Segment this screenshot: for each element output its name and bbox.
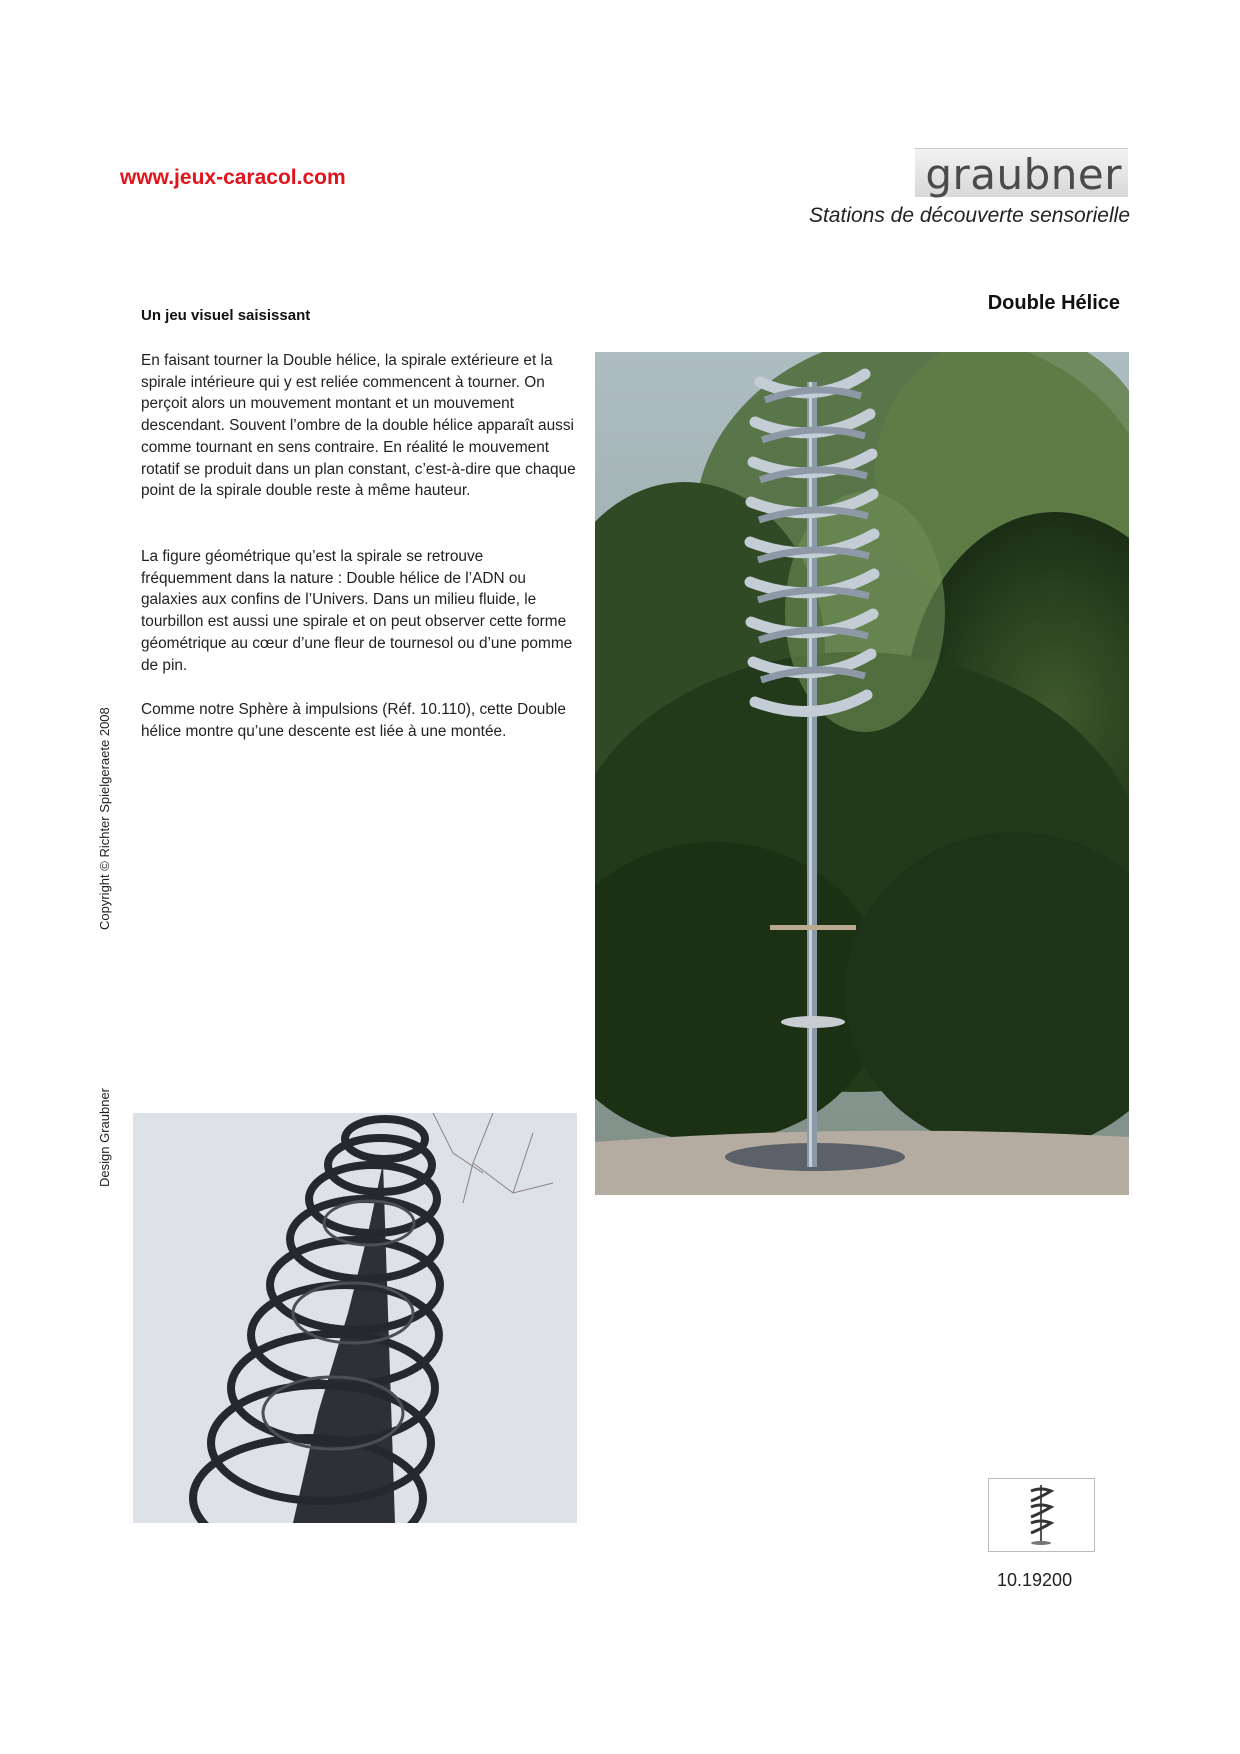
section-heading: Un jeu visuel saisissant bbox=[141, 307, 311, 324]
design-credit: Design Graubner bbox=[97, 1088, 112, 1187]
product-title: Double Hélice bbox=[987, 292, 1120, 314]
brand-subtitle: Stations de découverte sensorielle bbox=[808, 204, 1130, 227]
description-paragraph-2: La figure géométrique qu’est la spirale se retrouve fréquemment dans la nature : Double hélice de l’ADN ou galaxies aux confins de l’Univers. Dans un milieu fluide, le tourbillon est aussi une spirale et on peut observer cette forme géométrique au cœur d’une fleur de tournesol ou d’une pomme de pin. bbox=[141, 548, 573, 674]
reference-number: 10.19200 bbox=[997, 1570, 1073, 1590]
brand-logo bbox=[915, 148, 1128, 197]
copyright-note: Copyright © Richter Spielgeraete 2008 bbox=[97, 707, 112, 930]
sculpture-photo-park bbox=[595, 352, 1129, 1195]
description-paragraph-3: Comme notre Sphère à impulsions (Réf. 10.110), cette Double hélice montre qu’une descente est liée à une montée. bbox=[141, 701, 566, 740]
product-thumbnail bbox=[988, 1478, 1095, 1552]
description-paragraph-1: En faisant tourner la Double hélice, la spirale extérieure et la spirale intérieure qui y est reliée commencent à tourner. On perçoit alors un mouvement montant et un mouvement descendant. Souvent l’ombre de la double hélice apparaît aussi comme tournant en sens contraire. En réalité le mouvement rotatif se produit dans un plan constant, c’est-à-dire que chaque point de la spirale double reste à même hauteur. bbox=[141, 352, 576, 500]
brand-logo-text: graubner bbox=[925, 150, 1122, 199]
sculpture-photo-below bbox=[133, 1113, 577, 1523]
website-link[interactable]: www.jeux-caracol.com bbox=[120, 166, 346, 189]
